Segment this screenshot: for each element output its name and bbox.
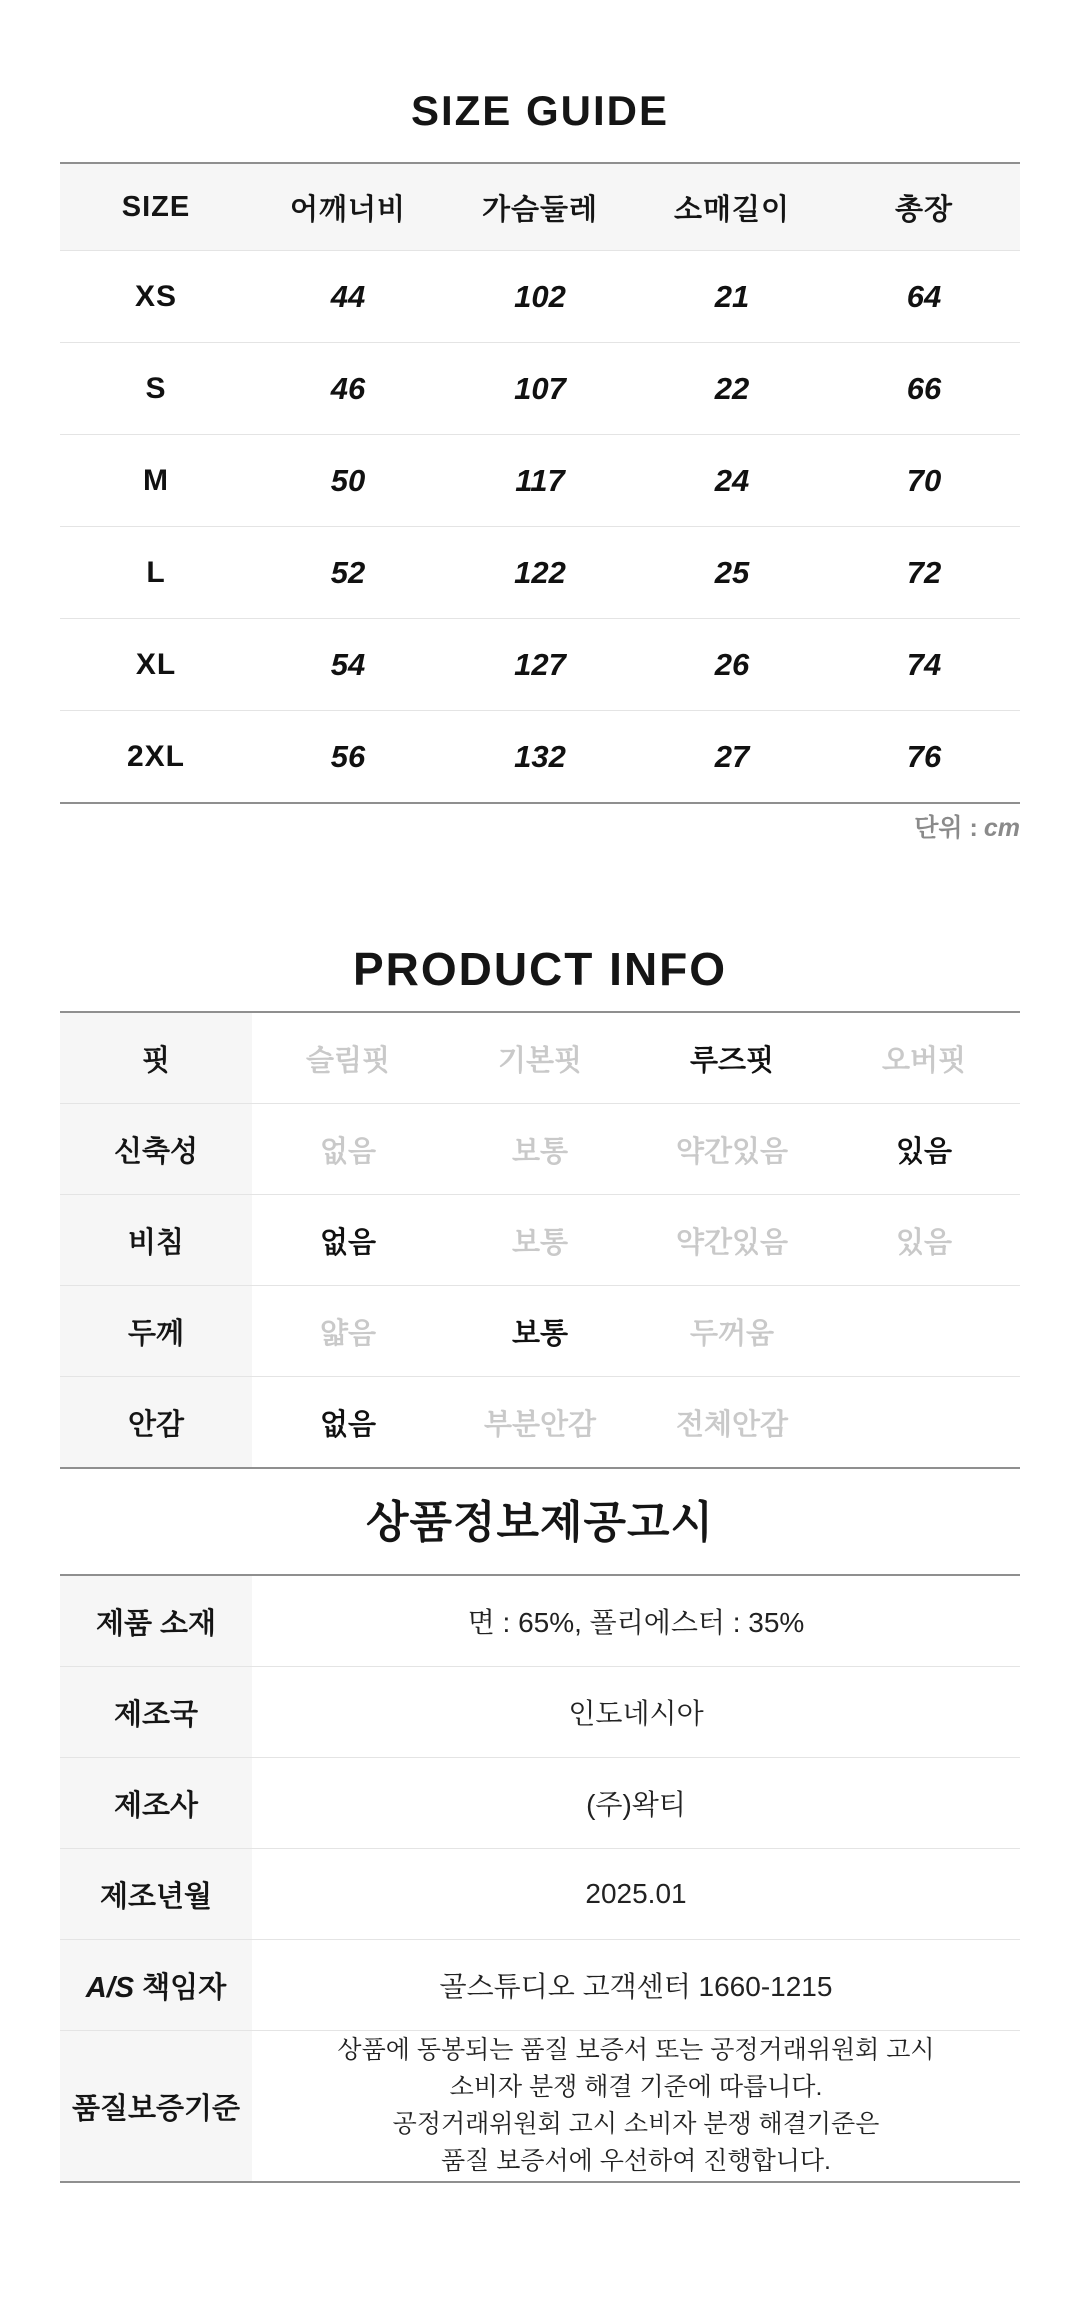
option-value: 부분안감 [444, 1377, 636, 1469]
measure-value: 102 [514, 278, 566, 314]
column-header-size: SIZE [60, 163, 252, 251]
measure-value: 64 [906, 278, 942, 314]
size-label: L [60, 527, 252, 619]
measure-value: 56 [252, 711, 444, 804]
option-value: 기본핏 [497, 1044, 583, 1077]
measure-value: 54 [252, 619, 444, 711]
notice-value: 골스튜디오 고객센터 1660-1215 [252, 1940, 1020, 2031]
notice-label: 품질보증기준 [60, 2031, 252, 2183]
product-notice-table [60, 1574, 1020, 2183]
measure-value: 107 [444, 343, 636, 435]
warranty-line: 공정거래위원회 고시 소비자 분쟁 해결기준은 [392, 2110, 880, 2138]
size-label: 2XL [60, 711, 252, 804]
product-detail-page [0, 84, 1080, 2183]
column-header-sleeve: 소매길이 [636, 163, 828, 251]
size-guide-table [60, 162, 1020, 804]
measure-value: 66 [828, 343, 1020, 435]
size-row-l [60, 527, 1020, 619]
measure-value: 70 [828, 435, 1020, 527]
option-value: 약간있음 [636, 1195, 828, 1286]
measure-value: 25 [636, 527, 828, 619]
measure-value: 72 [828, 527, 1020, 619]
size-row-xl [60, 619, 1020, 711]
size-label: XS [134, 279, 178, 313]
notice-label [60, 1940, 252, 2031]
attribute-label: 핏 [60, 1012, 252, 1104]
notice-label: 제조국 [60, 1667, 252, 1758]
size-label: M [60, 435, 252, 527]
option-value [828, 1377, 1020, 1469]
measure-value: 24 [636, 435, 828, 527]
size-row-xs [60, 251, 1020, 343]
option-value: 보통 [444, 1195, 636, 1286]
measure-value: 76 [828, 711, 1020, 804]
option-value [828, 1286, 1020, 1377]
notice-value: 면 : 65%, 폴리에스터 : 35% [467, 1607, 805, 1638]
option-value-selected: 없음 [252, 1377, 444, 1469]
warranty-line: 상품에 동봉되는 품질 보증서 또는 공정거래위원회 고시 [337, 2036, 935, 2064]
attribute-label: 신축성 [60, 1104, 252, 1195]
option-value: 오버핏 [881, 1044, 967, 1077]
notice-value: 인도네시아 [252, 1667, 1020, 1758]
option-value: 얇음 [252, 1286, 444, 1377]
measure-value: 44 [330, 278, 366, 314]
as-label-prefix: A/S [85, 1971, 135, 2004]
measure-value: 21 [714, 278, 750, 314]
attribute-label: 비침 [60, 1195, 252, 1286]
product-info-title: PRODUCT INFO [352, 943, 728, 995]
notice-value-multiline [252, 2031, 1020, 2183]
measure-value: 27 [636, 711, 828, 804]
product-row-fit [60, 1012, 1020, 1104]
size-label: XL [60, 619, 252, 711]
option-value: 없음 [252, 1104, 444, 1195]
attribute-label: 두께 [60, 1286, 252, 1377]
notice-value: (주)왁티 [252, 1758, 1020, 1849]
measure-value: 117 [444, 435, 636, 527]
warranty-line: 품질 보증서에 우선하여 진행합니다. [440, 2147, 832, 2175]
measure-value: 50 [252, 435, 444, 527]
size-row-s [60, 343, 1020, 435]
measure-value: 46 [252, 343, 444, 435]
unit-value: cm [983, 814, 1020, 842]
column-header-chest: 가슴둘레 [444, 163, 636, 251]
notice-value: 2025.01 [252, 1849, 1020, 1940]
measure-value: 74 [828, 619, 1020, 711]
size-row-m [60, 435, 1020, 527]
measure-value: 52 [252, 527, 444, 619]
option-value: 두꺼움 [636, 1286, 828, 1377]
product-row-lining [60, 1377, 1020, 1469]
product-info-table [60, 1011, 1020, 1469]
product-notice-title: 상품정보제공고시 [365, 1498, 715, 1547]
notice-row-warranty [60, 2031, 1020, 2183]
product-row-sheerness [60, 1195, 1020, 1286]
size-row-2xl [60, 711, 1020, 804]
measure-value: 22 [636, 343, 828, 435]
option-value: 전체안감 [636, 1377, 828, 1469]
notice-row-date [60, 1849, 1020, 1940]
product-row-stretch [60, 1104, 1020, 1195]
option-value: 보통 [444, 1104, 636, 1195]
unit-note [60, 812, 1020, 844]
notice-label: 제품 소재 [60, 1575, 252, 1667]
warranty-line: 소비자 분쟁 해결 기준에 따릅니다. [449, 2073, 823, 2101]
option-value-selected: 보통 [444, 1286, 636, 1377]
notice-row-country [60, 1667, 1020, 1758]
notice-row-material [60, 1575, 1020, 1667]
option-value-selected: 있음 [828, 1104, 1020, 1195]
notice-label: 제조사 [60, 1758, 252, 1849]
measure-value: 26 [636, 619, 828, 711]
option-value-selected: 루즈핏 [689, 1044, 775, 1077]
size-guide-title: SIZE GUIDE [410, 87, 670, 134]
as-label-rest: 책임자 [134, 1971, 227, 2004]
measure-value: 132 [444, 711, 636, 804]
size-label: S [60, 343, 252, 435]
notice-label: 제조년월 [60, 1849, 252, 1940]
unit-label: 단위 : [914, 814, 978, 842]
attribute-label: 안감 [60, 1377, 252, 1469]
product-row-thickness [60, 1286, 1020, 1377]
option-value: 있음 [828, 1195, 1020, 1286]
size-guide-header-row [60, 163, 1020, 251]
option-value: 슬림핏 [305, 1044, 391, 1077]
column-header-length: 총장 [828, 163, 1020, 251]
measure-value: 122 [444, 527, 636, 619]
column-header-shoulder: 어깨너비 [252, 163, 444, 251]
notice-row-manufacturer [60, 1758, 1020, 1849]
option-value: 약간있음 [636, 1104, 828, 1195]
notice-row-as-contact [60, 1940, 1020, 2031]
option-value-selected: 없음 [252, 1195, 444, 1286]
measure-value: 127 [444, 619, 636, 711]
